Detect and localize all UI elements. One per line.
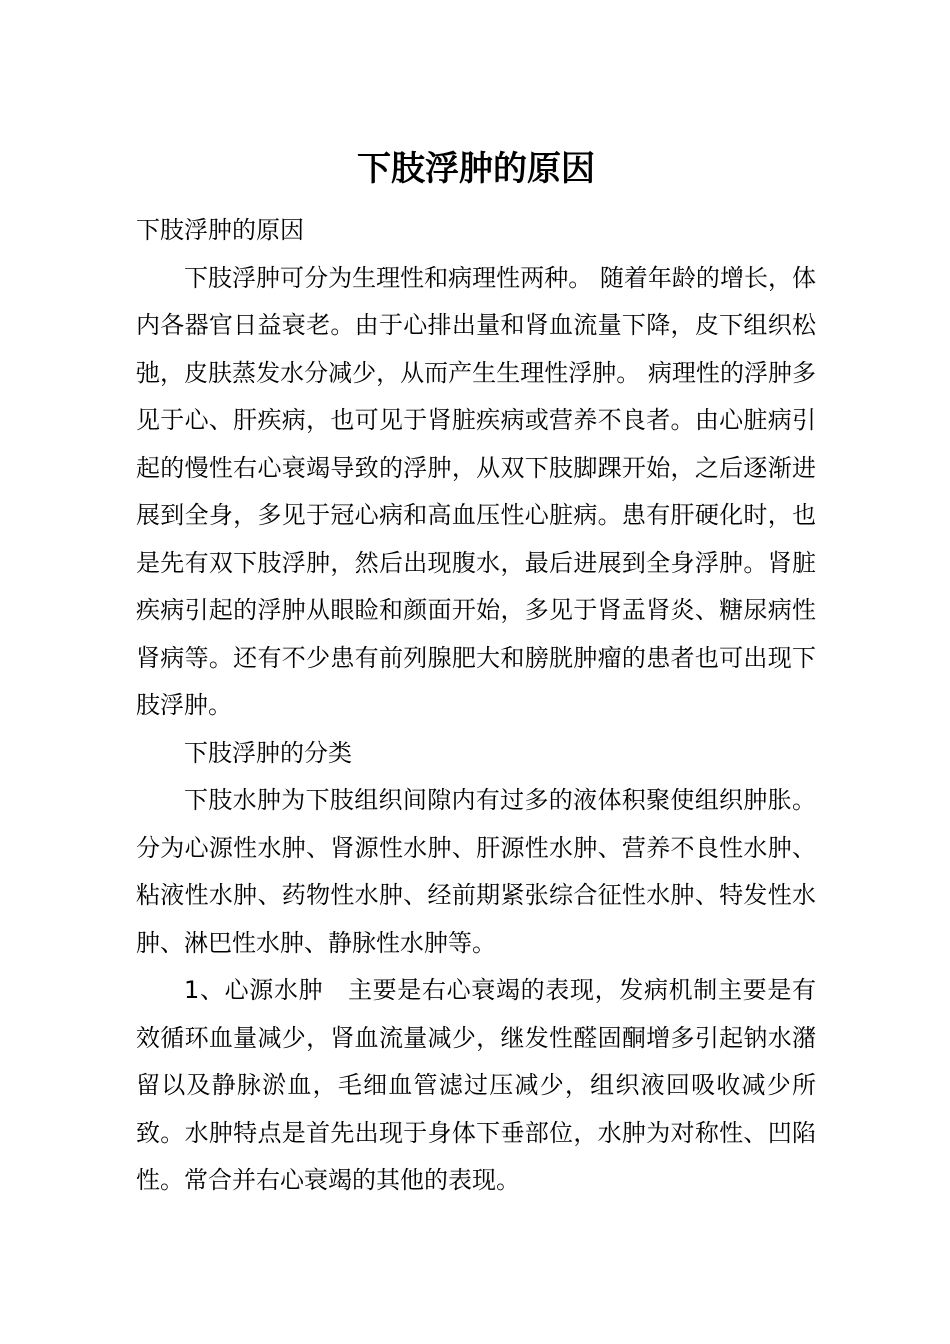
document-body [136,207,816,1205]
subsection-heading: 下肢浮肿的分类 [184,738,352,767]
section-heading: 下肢浮肿的原因 [136,216,304,244]
paragraph: 1、心源水肿 主要是右心衰竭的表现，发病机制主要是有效循环血量减少，肾血流量减少，继发性醛固酮增多引起钠水潴留以及静脉淤血，毛细血管滤过压减少，组织液回吸收减少所致。水肿特点是首先出现于身体下垂部位，水肿为对称性、凹陷性。常合并右心衰竭的其他的表现。 [136,976,816,1194]
document-title: 下肢浮肿的原因 [357,149,595,189]
paragraph: 下肢浮肿可分为生理性和病理性两种。 随着年龄的增长，体内各器官日益衰老。由于心排出量和肾血流量下降，皮下组织松弛，皮肤蒸发水分减少，从而产生生理性浮肿。 病理性的浮肿多见于心、肝疾病，也可见于肾脏疾病或营养不良者。由心脏病引起的慢性右心衰竭导致的浮肿，从双下肢脚踝开始，之后逐渐进展到全身，多见于冠心病和高血压性心脏病。患有肝硬化时，也是先有双下肢浮肿，然后出现腹水，最后进展到全身浮肿。肾脏疾病引起的浮肿从眼睑和颜面开始，多见于肾盂肾炎、糖尿病性肾病等。还有不少患有前列腺肥大和膀胱肿瘤的患者也可出现下肢浮肿。 [136,263,816,719]
paragraph: 下肢水肿为下肢组织间隙内有过多的液体积聚使组织肿胀。分为心源性水肿、肾源性水肿、肝源性水肿、营养不良性水肿、粘液性水肿、药物性水肿、经前期紧张综合征性水肿、特发性水肿、淋巴性水肿、静脉性水肿等。 [136,786,816,957]
